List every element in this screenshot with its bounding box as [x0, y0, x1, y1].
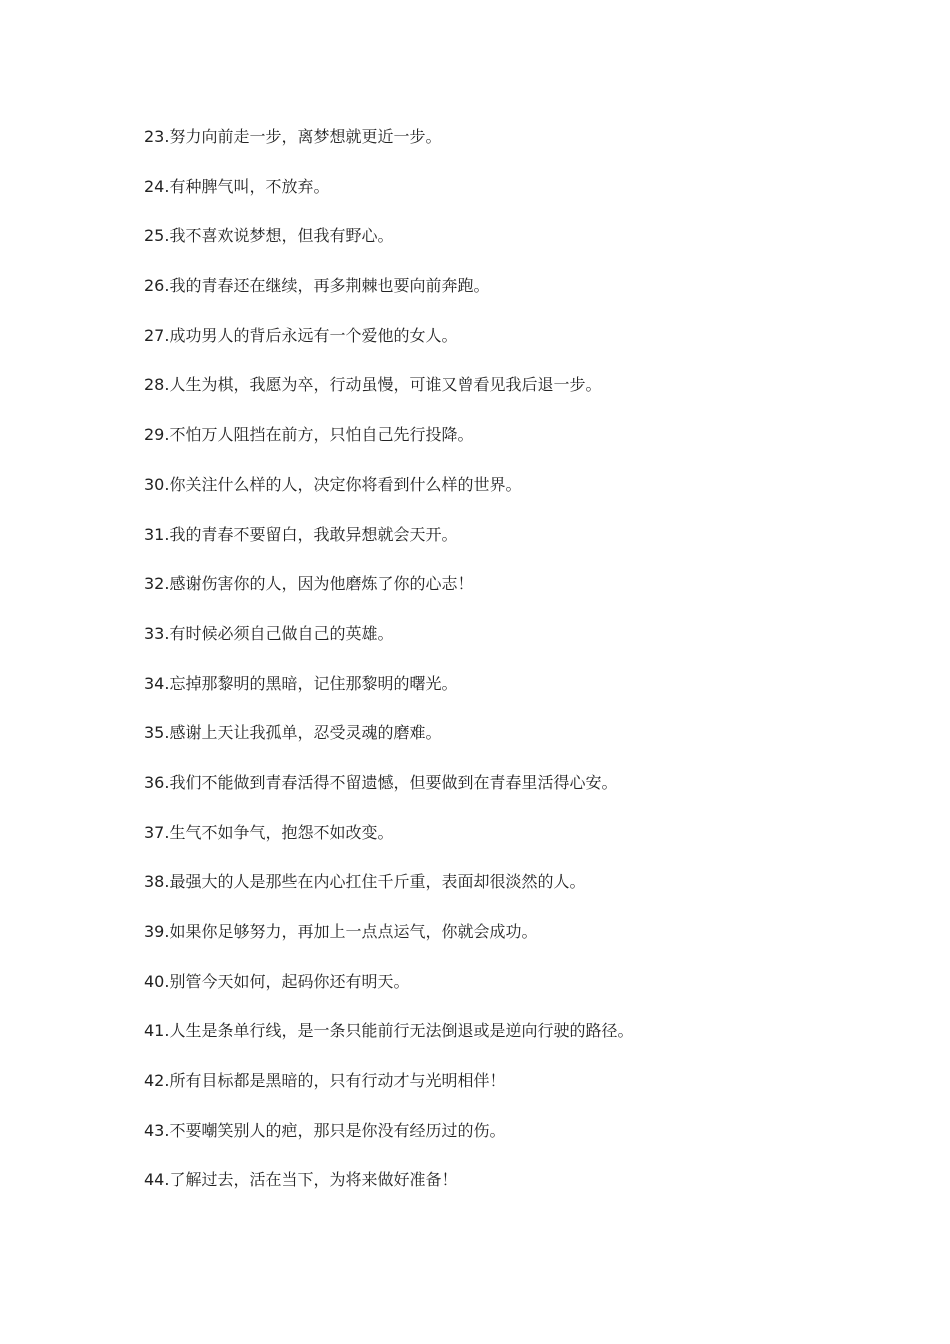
quote-line-26: 26.我的青春还在继续，再多荆棘也要向前奔跑。	[144, 276, 490, 296]
quote-line-27: 27.成功男人的背后永远有一个爱他的女人。	[144, 325, 458, 345]
quote-line-40: 40.别管今天如何，起码你还有明天。	[144, 971, 410, 991]
quote-line-30: 30.你关注什么样的人，决定你将看到什么样的世界。	[144, 474, 522, 494]
quote-line-43: 43.不要嘲笑别人的疤，那只是你没有经历过的伤。	[144, 1120, 506, 1140]
quote-line-41: 41.人生是条单行线，是一条只能前行无法倒退或是逆向行驶的路径。	[144, 1021, 634, 1041]
quote-line-42: 42.所有目标都是黑暗的，只有行动才与光明相伴！	[144, 1071, 506, 1091]
quote-line-36: 36.我们不能做到青春活得不留遗憾，但要做到在青春里活得心安。	[144, 772, 618, 792]
quote-line-39: 39.如果你足够努力，再加上一点点运气，你就会成功。	[144, 922, 538, 941]
quote-line-44: 44.了解过去，活在当下，为将来做好准备！	[144, 1170, 458, 1190]
quote-line-28: 28.人生为棋，我愿为卒，行动虽慢，可谁又曾看见我后退一步。	[144, 375, 602, 395]
quote-line-23: 23.努力向前走一步，离梦想就更近一步。	[144, 127, 442, 146]
quote-line-35: 35.感谢上天让我孤单，忍受灵魂的磨难。	[144, 723, 442, 743]
quote-line-33: 33.有时候必须自己做自己的英雄。	[144, 623, 394, 643]
quote-line-38: 38.最强大的人是那些在内心扛住千斤重，表面却很淡然的人。	[144, 872, 586, 892]
quote-line-32: 32.感谢伤害你的人，因为他磨炼了你的心志！	[144, 574, 474, 594]
quote-line-31: 31.我的青春不要留白，我敢异想就会天开。	[144, 524, 458, 544]
quote-line-24: 24.有种脾气叫，不放弃。	[144, 176, 330, 196]
quote-line-25: 25.我不喜欢说梦想，但我有野心。	[144, 226, 394, 246]
quote-line-29: 29.不怕万人阻挡在前方，只怕自己先行投降。	[144, 425, 474, 445]
quote-list	[144, 124, 904, 1217]
quote-line-37: 37.生气不如争气，抱怨不如改变。	[144, 822, 394, 842]
quote-line-34: 34.忘掉那黎明的黑暗，记住那黎明的曙光。	[144, 673, 458, 693]
